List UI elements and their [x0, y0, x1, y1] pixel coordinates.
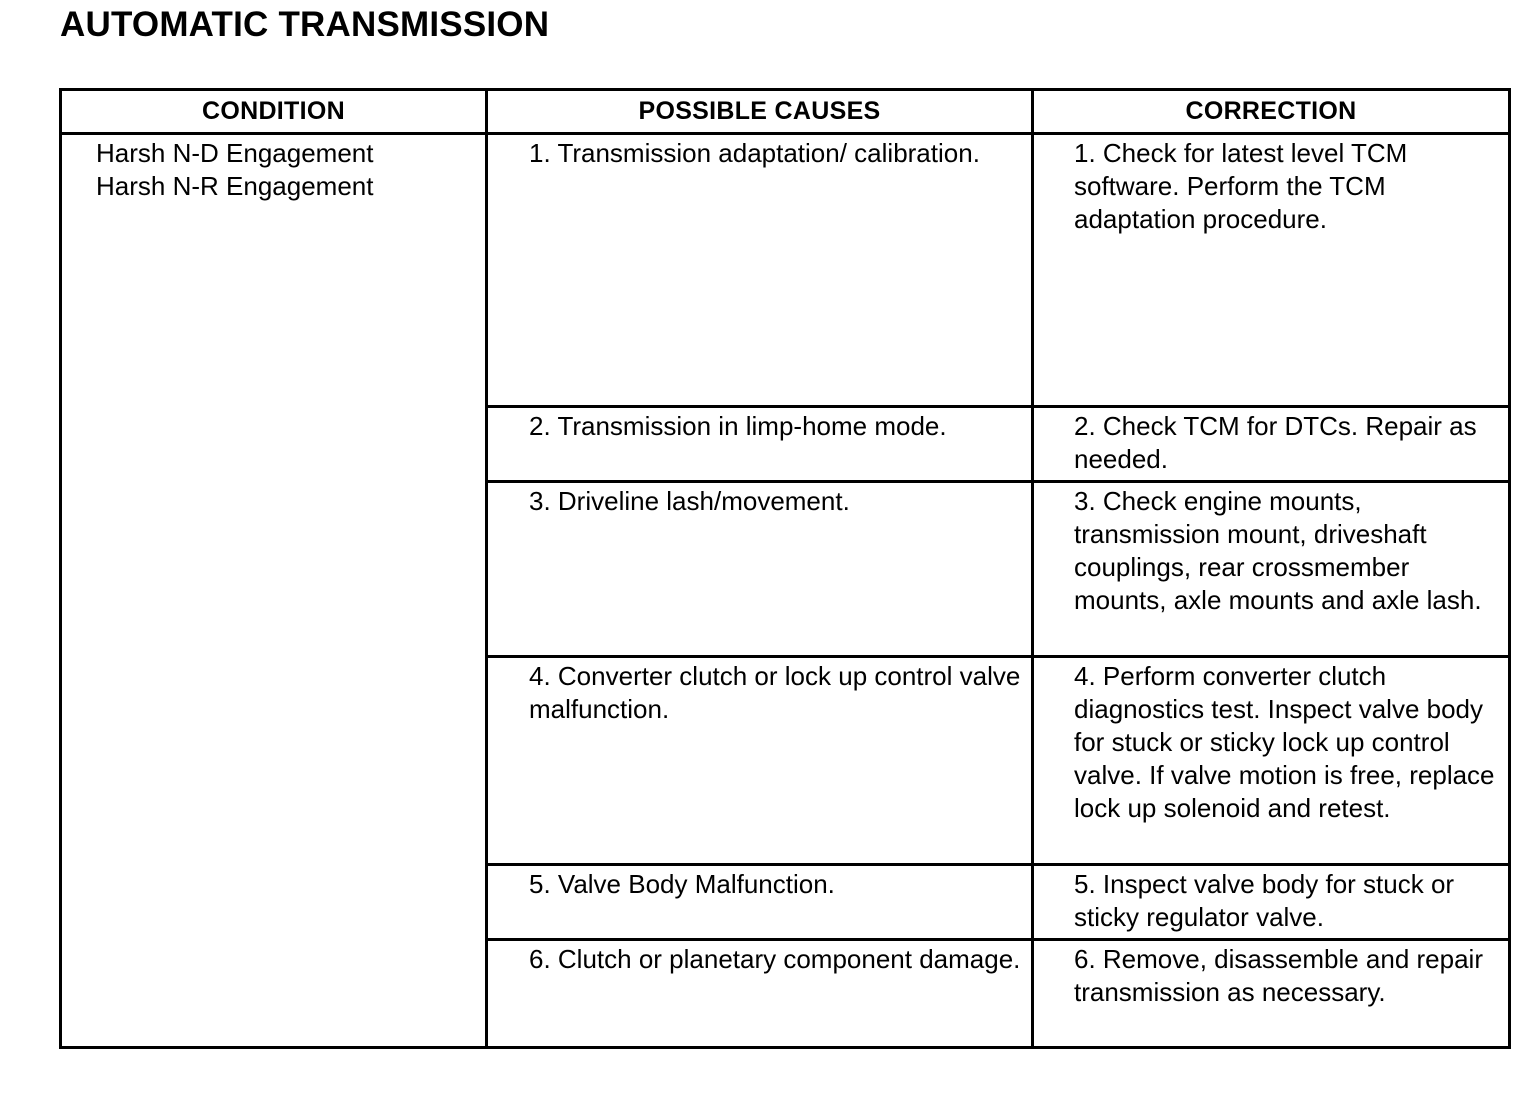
cause-cell: 1. Transmission adaptation/ calibration.: [487, 134, 1033, 407]
correction-cell: 6. Remove, disassemble and repair transmission as necessary.: [1033, 940, 1510, 1048]
correction-cell: 2. Check TCM for DTCs. Repair as needed.: [1033, 407, 1510, 482]
correction-cell: 4. Perform converter clutch diagnostics test. Inspect valve body for stuck or sticky lock up control valve. If valve motion is free, replace lock up solenoid and retest.: [1033, 657, 1510, 865]
header-condition: CONDITION: [61, 90, 487, 134]
correction-cell: 1. Check for latest level TCM software. Perform the TCM adaptation procedure.: [1033, 134, 1510, 407]
cause-cell: 2. Transmission in limp-home mode.: [487, 407, 1033, 482]
correction-cell: 5. Inspect valve body for stuck or sticky regulator valve.: [1033, 865, 1510, 940]
condition-cell: [61, 134, 487, 1048]
table-header-row: [61, 90, 1510, 134]
cause-cell: 4. Converter clutch or lock up control valve malfunction.: [487, 657, 1033, 865]
table-row: [61, 134, 1510, 407]
condition-line: Harsh N-R Engagement: [96, 171, 374, 201]
cause-cell: 5. Valve Body Malfunction.: [487, 865, 1033, 940]
cause-cell: 3. Driveline lash/movement.: [487, 482, 1033, 657]
cause-cell: 6. Clutch or planetary component damage.: [487, 940, 1033, 1048]
condition-line: Harsh N-D Engagement: [96, 138, 374, 168]
header-correction: CORRECTION: [1033, 90, 1510, 134]
header-possible-causes: POSSIBLE CAUSES: [487, 90, 1033, 134]
diagnosis-table: [59, 88, 1511, 1049]
page-title: AUTOMATIC TRANSMISSION: [60, 5, 550, 44]
correction-cell: 3. Check engine mounts, transmission mount, driveshaft couplings, rear crossmember mounts, axle mounts and axle lash.: [1033, 482, 1510, 657]
